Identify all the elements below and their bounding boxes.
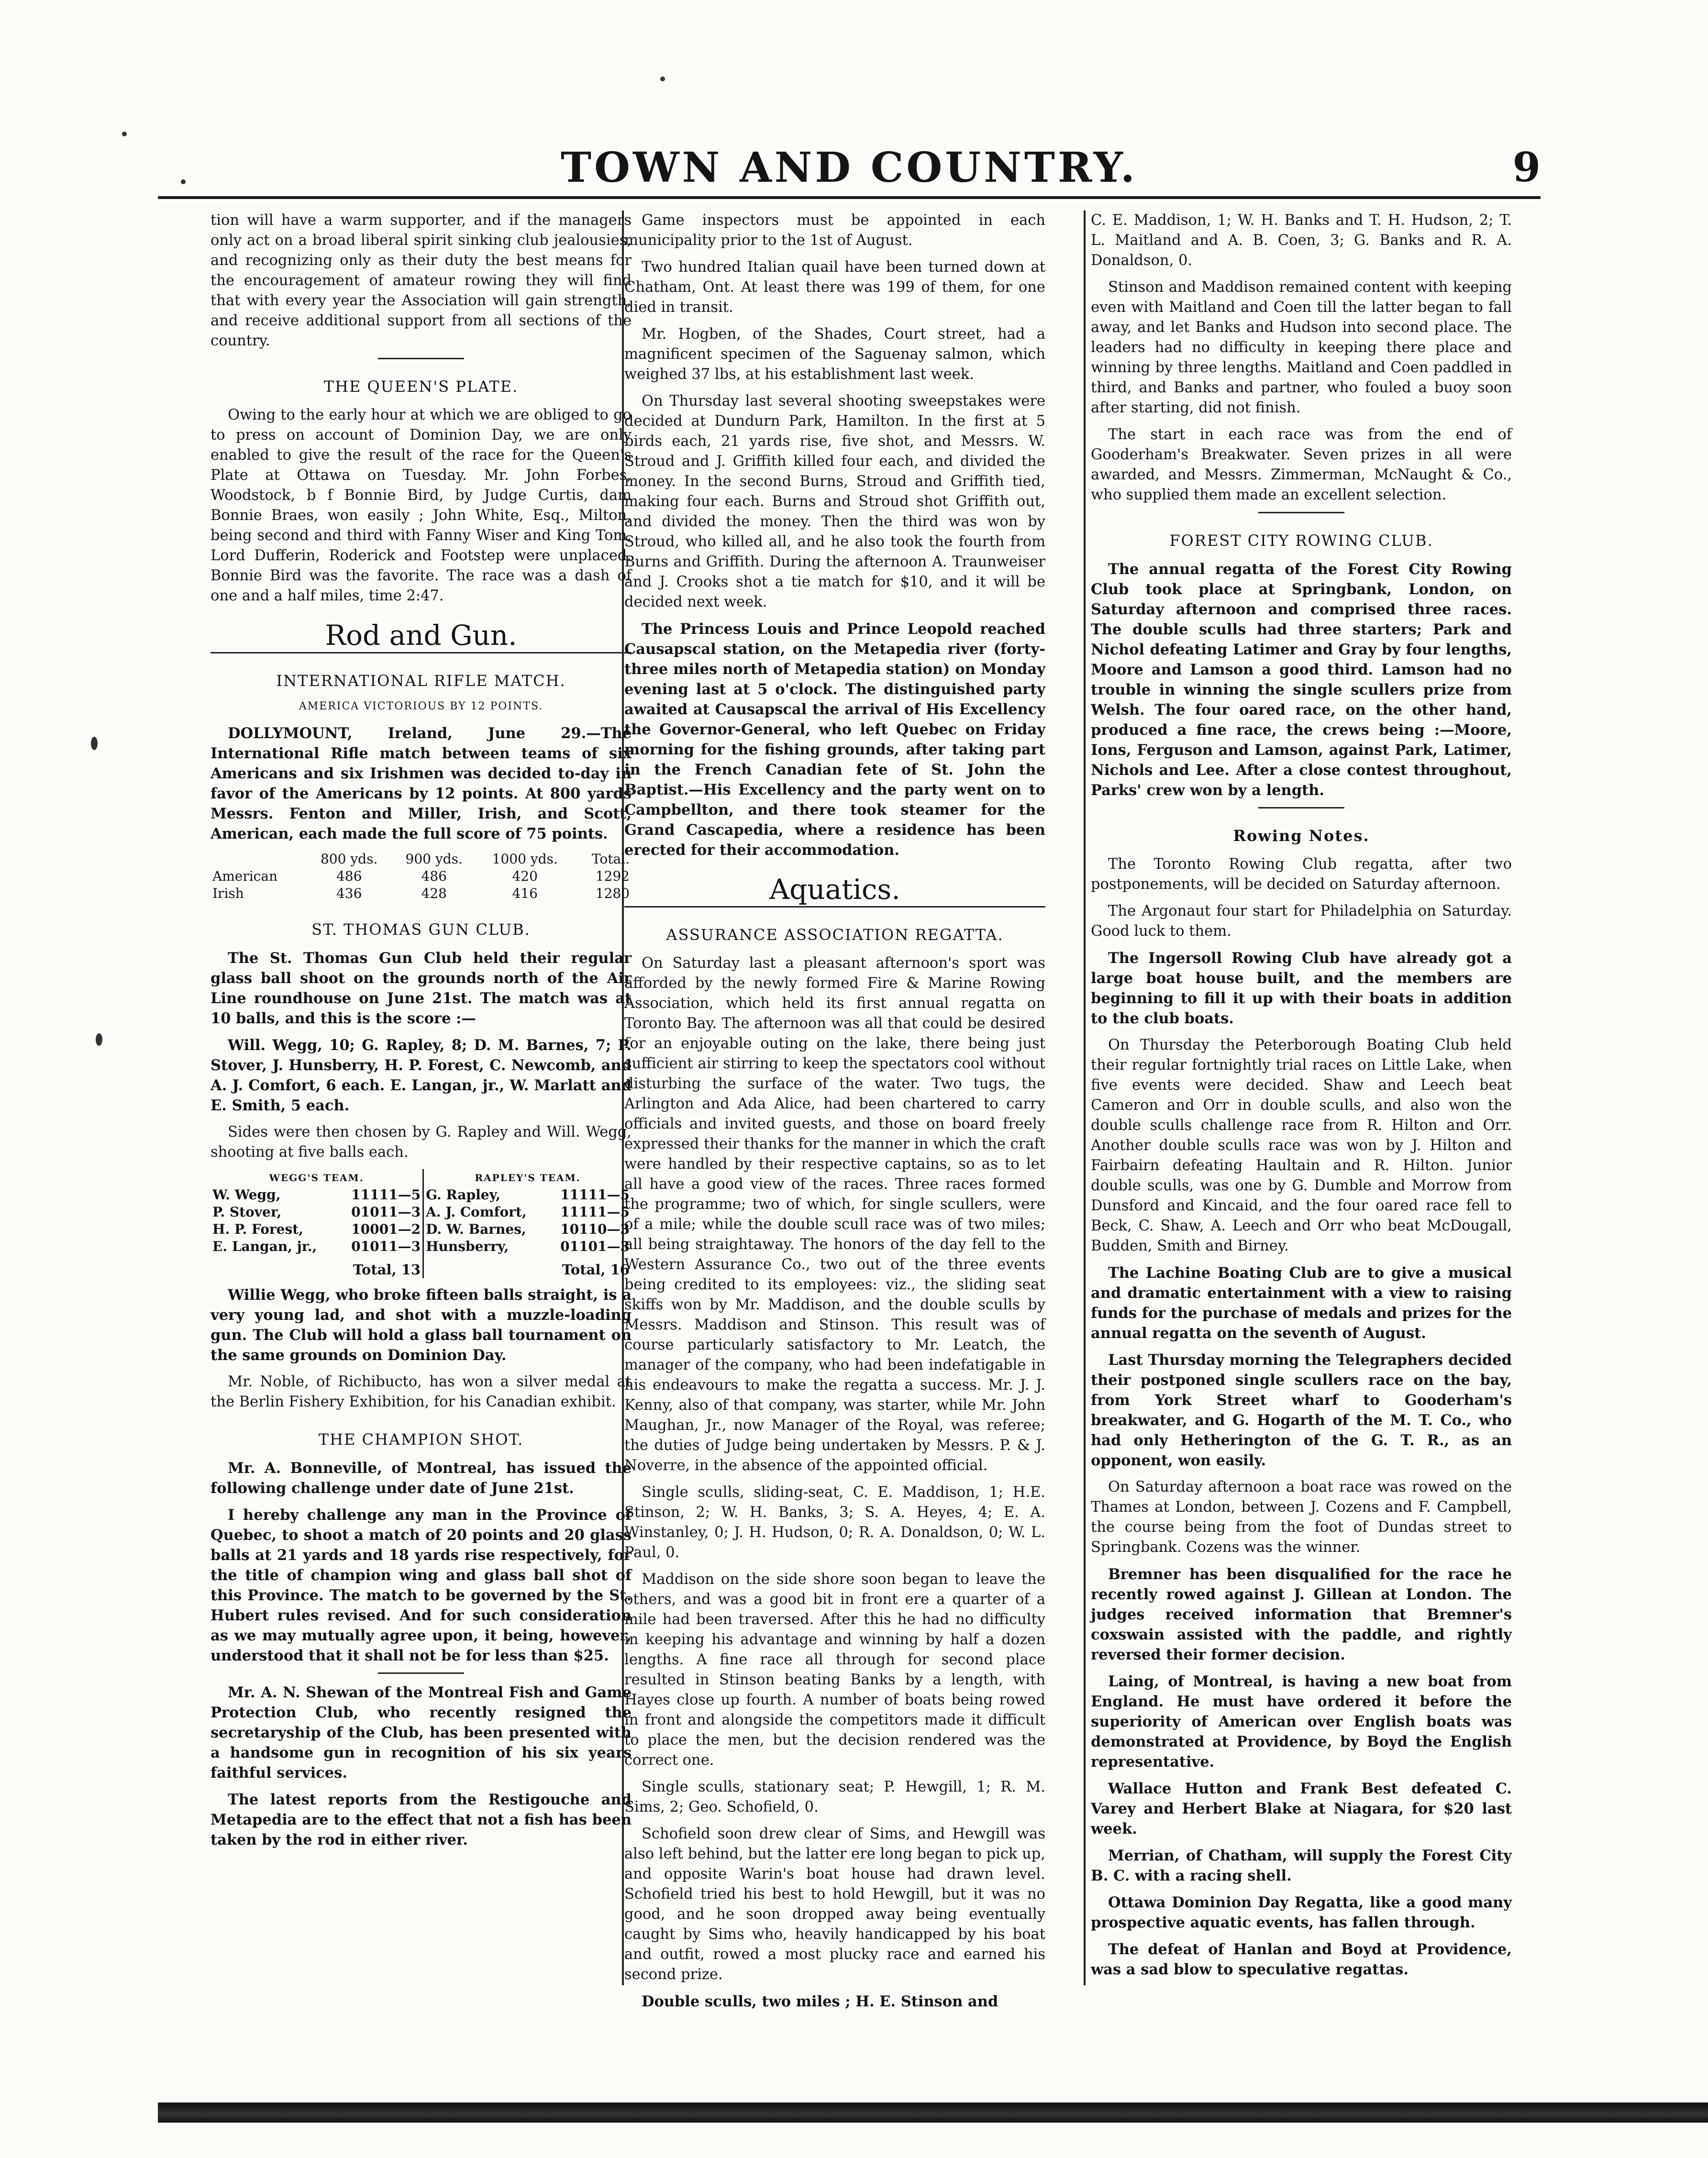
gun-club-paragraph: Mr. Noble, of Richibucto, has won a silver medal at the Berlin Fishery Exhibition, for his Canadian exhibit. [211,1373,632,1410]
table-cell: 420 [512,868,538,884]
note-paragraph: Ottawa Dominion Day Regatta, like a good many prospective aquatic events, has fallen through. [1091,1894,1512,1931]
article-paragraph: Double sculls, two miles ; H. E. Stinson and [642,1993,998,2010]
gun-club-paragraph: Sides were then chosen by G. Rapley and Will. Wegg, shooting at five balls each. [211,1124,632,1161]
article-paragraph: Game inspectors must be appointed in each municipality prior to the 1st of August. [624,212,1045,249]
masthead [158,144,1541,199]
page-number: 9 [1512,144,1541,191]
table-cell: American [212,868,278,884]
table-cell: 10110—3 [560,1221,630,1237]
gun-club-paragraph: Willie Wegg, who broke fifteen balls straight, is a very young lad, and shot with a muzzle-loading gun. The Club will hold a glass ball tournament on the same grounds on Dominion Day. [211,1286,632,1364]
champion-shot-paragraph: The latest reports from the Restigouche and Metapedia are to the effect that not a fish has been taken by the rod in either river. [211,1791,632,1848]
note-paragraph: Last Thursday morning the Telegraphers decided their postponed single scullers race on the bay, from York Street wharf to Gooderham's breakwater, and G. Hogarth of the M. T. Co., who had only Hetherington of the G. T. R., as an opponent, won easily. [1091,1351,1512,1469]
table-cell: 1280 [595,885,630,901]
table-header-cell: Total. [591,851,630,867]
table-row [211,885,632,902]
article-paragraph: C. E. Maddison, 1; W. H. Banks and T. H. Hudson, 2; T. L. Maitland and A. B. Coen, 3; G. Banks and R. A. Donaldson, 0. [1091,212,1512,269]
article-paragraph: The annual regatta of the Forest City Rowing Club took place at Springbank, London, on Saturday afternoon and comprised three races. The double sculls had three starters; Park and Nichol defeating Latimer and Gray by four lengths, Moore and Lamson a good third. Lamson had no trouble in winning the single scullers prize from Welsh. The four oared race, on the other hand, produced a fine race, the crews being :—Moore, Ions, Ferguson and Lamson, against Park, Latimer, Nichols and Lee. After a close contest throughout, Parks' crew won by a length. [1091,561,1512,799]
divider [1258,807,1344,808]
table-header-cell [211,851,307,868]
rowing-notes-heading: Rowing Notes. [1233,827,1370,845]
newspaper-title: TOWN AND COUNTRY. [561,144,1138,192]
article-paragraph: Single sculls, sliding-seat, C. E. Maddison, 1; H.E. Stinson, 2; W. H. Banks, 3; S. A. Heyes, 4; E. A. Winstanley, 0; J. H. Hudson, 0; R. A. Donaldson, 0; W. L. Paul, 0. [624,1484,1045,1561]
champion-shot-paragraph: Mr. A. N. Shewan of the Montreal Fish and Game Protection Club, who recently resigned the secretaryship of the Club, has been presented with a handsome gun in recognition of his six years faithful services. [211,1684,632,1782]
table-row [211,1204,632,1221]
article-paragraph: Mr. Hogben, of the Shades, Court street, had a magnificent specimen of the Saguenay salmon, which weighed 37 lbs, at his establishment last week. [624,326,1045,383]
column-1 [211,210,632,1976]
table-cell: D. W. Barnes, [423,1221,546,1238]
table-cell: P. Stover, [212,1204,282,1220]
table-cell: 428 [421,885,447,901]
divider [378,1672,464,1674]
note-paragraph: Bremner has been disqualified for the race he recently rowed against J. Gillean at London. The judges received information that Bremner's coxswain assisted with the paddle, and rightly reversed their former decision. [1091,1566,1512,1663]
note-paragraph: Merrian, of Chatham, will supply the Forest City B. C. with a racing shell. [1091,1847,1512,1884]
article-paragraph: On Thursday last several shooting sweepstakes were decided at Dundurn Park, Hamilton. In the first at 5 birds each, 21 yards rise, five shot, and Messrs. W. Stroud and J. Griffith killed four each, and divided the money. In the second Burns, Stroud and Griffith tied, making four each. Burns and Stroud shot Griffith out, and divided the money. Then the third was won by Stroud, who killed all, and he also took the fourth from Burns and Griffith. During the afternoon A. Traunweiser and J. Crooks shot a tie match for $10, and it will be decided next week. [624,393,1045,610]
column-rule [1084,210,1086,1985]
scan-speck [181,179,186,184]
table-cell: 486 [336,868,362,884]
divider [378,358,464,359]
rod-and-gun-section-title: Rod and Gun. [211,625,632,653]
table-cell: Irish [212,885,244,901]
article-paragraph: On Saturday last a pleasant afternoon's sport was afforded by the newly formed Fire & Marine Rowing Association, which held its first annual regatta on Toronto Bay. The afternoon was all that could be desired for an enjoyable outing on the lake, there being just sufficient air stirring to keep the spectators cool without disturbing the surface of the water. Two tugs, the Arlington and Ada Alice, had been chartered to carry officials and invited guests, and those on board freely expressed their thanks for the manner in which the craft were handled by their respective captains, so as to let all have a good view of the races. Three races formed the programme; two of which, for single scullers, were of a mile; while the double scull race was of two miles; all being straightaway. The honors of the day fell to the Western Assurance Co., two out of the three events being credited to its employees: viz., the sliding seat skiffs won by Mr. Maddison, and the double sculls by Messrs. Maddison and Stinson. This result was of course particularly satisfactory to Mr. Leatch, the manager of the company, who had been indefatigable in his endeavours to make the regatta a success. Mr. J. J. Kenny, also of that company, was starter, while Mr. John Maughan, Jr., now Manager of the Royal, was referee; the duties of Judge being undertaken by Messrs. P. & J. Noverre, in the absence of the appointed official. [624,955,1045,1474]
team-total: Total, 16 [423,1255,632,1278]
gun-club-paragraph: The St. Thomas Gun Club held their regular glass ball shoot on the grounds north of the Air Line roundhouse on June 21st. The match was at 10 balls, and this is the score :— [211,950,632,1027]
table-cell: Hunsberry, [423,1238,546,1255]
table-cell: 01101—3 [560,1239,630,1254]
table-cell: 416 [512,885,538,901]
queens-plate-text: Owing to the early hour at which we are obliged to go to press on account of Dominion Day, we are only enabled to give the result of the race for the Queen's Plate at Ottawa on Tuesday. Mr. John Forbes, Woodstock, b f Bonnie Bird, by Judge Curtis, dam Bonnie Braes, won easily ; John White, Esq., Milton, being second and third with Fanny Wiser and King Tom. Lord Dufferin, Roderick and Footstep were unplaced. Bonnie Bird was the favorite. The race was a dash of one and a half miles, time 2:47. [211,407,632,604]
team-header: RAPLEY'S TEAM. [423,1169,632,1186]
scan-speck [122,132,127,136]
table-header-cell: 800 yds. [320,851,378,867]
scan-border [158,2103,1708,2123]
table-cell: 436 [336,885,362,901]
note-paragraph: On Saturday afternoon a boat race was rowed on the Thames at London, between J. Cozens and F. Campbell, the course being from the foot of Dundas street to Springbank. Cozens was the winner. [1091,1479,1512,1556]
scan-speck [660,77,665,81]
article-paragraph: Two hundred Italian quail have been turned down at Chatham, Ont. At least there was 199 of them, for one died in transit. [624,259,1045,316]
team-header: WEGG'S TEAM. [269,1172,364,1184]
table-cell: E. Langan, jr., [212,1239,317,1254]
table-row [211,868,632,885]
table-row [211,1221,632,1238]
champion-shot-paragraph: Mr. A. Bonneville, of Montreal, has issued the following challenge under date of June 21st. [211,1460,632,1497]
table-cell: 10001—2 [351,1221,421,1237]
totals-row [211,1255,632,1278]
team-total: Total, 13 [353,1262,421,1278]
table-cell: 1292 [595,868,630,884]
table-cell: W. Wegg, [212,1187,281,1203]
column-3 [1091,210,1512,1976]
note-paragraph: The Lachine Boating Club are to give a musical and dramatic entertainment with a view to raising funds for the purchase of medals and prizes for the annual regatta on the seventh of August. [1091,1264,1512,1342]
note-paragraph: The Toronto Rowing Club regatta, after two postponements, will be decided on Saturday afternoon. [1091,856,1512,893]
team-score-table [211,1169,632,1278]
article-paragraph: The start in each race was from the end of Gooderham's Breakwater. Seven prizes in all were awarded, and Messrs. Zimmerman, McNaught & Co., who supplied them made an excellent selection. [1091,426,1512,503]
table-cell: 486 [421,868,447,884]
table-cell: 11111—5 [560,1204,630,1220]
article-paragraph: The Princess Louis and Prince Leopold reached Causapscal station, on the Metapedia river (forty-three miles north of Metapedia station) on Monday evening last at 5 o'clock. The distinguished party awaited at Causapscal the arrival of His Excellency the Governor-General, who left Quebec on Friday morning for the fishing grounds, after taking part in the French Canadian fete of St. John the Baptist.—His Excellency and the party went on to Campbellton, and there took steamer for the Grand Cascapedia, where a residence has been erected for their accommodation. [624,620,1045,859]
table-cell: 11111—5 [560,1187,630,1203]
article-paragraph: Single sculls, stationary seat; P. Hewgill, 1; R. M. Sims, 2; Geo. Schofield, 0. [624,1779,1045,1815]
champion-shot-heading: THE CHAMPION SHOT. [318,1430,524,1449]
article-paragraph: Schofield soon drew clear of Sims, and Hewgill was also left behind, but the latter ere long began to pick up, and opposite Warin's boat house had drawn level. Schofield tried his best to hold Hewgill, but it was no good, and he soon dropped away being eventually caught by Sims who, heavily handicapped by his boat and outfit, rowed a most plucky race and earned his second prize. [624,1826,1045,1983]
article-paragraph: Maddison on the side shore soon began to leave the others, and was a good bit in front ere a quarter of a mile had been traversed. After this he had no difficulty in keeping his advantage and winning by half a dozen lengths. A fine race all through for second place resulted in Stinson beating Banks by a length, with Hayes close up fourth. A number of boats being rowed in front and alongside the competitors made it difficult to place the men, but the decision rendered was the correct one. [624,1571,1045,1769]
rifle-match-subheading: AMERICA VICTORIOUS BY 12 POINTS. [299,700,543,712]
regatta-heading: ASSURANCE ASSOCIATION REGATTA. [666,926,1004,944]
table-cell: 01011—3 [351,1204,421,1220]
table-header-row [211,1169,632,1186]
article-paragraph: Stinson and Maddison remained content with keeping even with Maitland and Coen till the latter began to fall away, and let Banks and Hudson into second place. The leaders had no difficulty in keeping there place and winning by three lengths. Maitland and Coen paddled in third, and Banks and partner, who fouled a buoy soon after starting, did not finish. [1091,279,1512,416]
rifle-match-text: DOLLYMOUNT, Ireland, June 29.—The International Rifle match between teams of six Americans and six Irishmen was decided to-day in favor of the Americans by 12 points. At 800 yards Messrs. Fenton and Miller, Irish, and Scott, American, each made the full score of 75 points. [211,725,632,842]
table-header-cell: 900 yds. [405,851,463,867]
scan-speck [96,1033,102,1046]
intro-paragraph: tion will have a warm supporter, and if the managers only act on a broad liberal spirit sinking club jealousies, and recognizing only as their duty the best means for the encouragement of amateur rowing they will find that with every year the Association will gain strength, and receive additional support from all sections of the country. [211,212,632,349]
gun-club-heading: ST. THOMAS GUN CLUB. [311,920,531,939]
table-header-cell: 1000 yds. [492,851,558,867]
note-paragraph: On Thursday the Peterborough Boating Club held their regular fortnightly trial races on Little Lake, when five events were decided. Shaw and Leech beat Cameron and Orr in double sculls, and also won the double sculls challenge race from R. Hilton and Orr. Another double sculls race was won by J. Hilton and Fairbairn defeating Haultain and R. Hilton. Junior double sculls, was one by G. Dumble and Morrow from Dunsford and Kincaid, and the four oared race fell to Beck, C. Shaw, A. Leech and Orr who beat McDougall, Budden, Smith and Birney. [1091,1037,1512,1254]
gun-club-paragraph: Will. Wegg, 10; G. Rapley, 8; D. M. Barnes, 7; P. Stover, J. Hunsberry, H. P. Forest, C. Newcomb, and A. J. Comfort, 6 each. E. Langan, jr., W. Marlatt and E. Smith, 5 each. [211,1037,632,1114]
aquatics-section-title: Aquatics. [624,879,1045,907]
note-paragraph: The Argonaut four start for Philadelphia on Saturday. Good luck to them. [1091,903,1512,940]
note-paragraph: Laing, of Montreal, is having a new boat from England. He must have ordered it before the superiority of American over English boats was demonstrated at Providence, by Boyd the English representative. [1091,1673,1512,1771]
note-paragraph: Wallace Hutton and Frank Best defeated C. Varey and Herbert Blake at Niagara, for $20 last week. [1091,1780,1512,1837]
table-cell: 01011—3 [351,1239,421,1254]
table-row [211,1186,632,1204]
table-row [211,1238,632,1255]
forest-city-heading: FOREST CITY ROWING CLUB. [1169,531,1433,550]
champion-shot-paragraph: I hereby challenge any man in the Province of Quebec, to shoot a match of 20 points and 20 glass balls at 21 yards and 18 yards rise respectively, for the title of champion wing and glass ball shot of this Province. The match to be governed by the St. Hubert rules revised. And for such consideration as we may mutually agree upon, it being, however, understood that it shall not be for less than $25. [211,1506,632,1664]
note-paragraph: The defeat of Hanlan and Boyd at Providence, was a sad blow to speculative regattas. [1091,1941,1512,1978]
rifle-match-heading: INTERNATIONAL RIFLE MATCH. [276,672,566,690]
column-2 [624,210,1045,2010]
table-header-row [211,851,632,868]
table-cell: G. Rapley, [423,1186,546,1204]
queens-plate-heading: THE QUEEN'S PLATE. [323,377,519,396]
table-cell: 11111—5 [351,1187,421,1203]
divider [1258,512,1344,513]
table-cell: H. P. Forest, [212,1221,303,1237]
table-cell: A. J. Comfort, [423,1204,546,1221]
rifle-score-table [211,851,632,902]
scan-speck [91,737,98,750]
note-paragraph: The Ingersoll Rowing Club have already got a large boat house built, and the members are beginning to fill it up with their boats in addition to the club boats. [1091,950,1512,1027]
